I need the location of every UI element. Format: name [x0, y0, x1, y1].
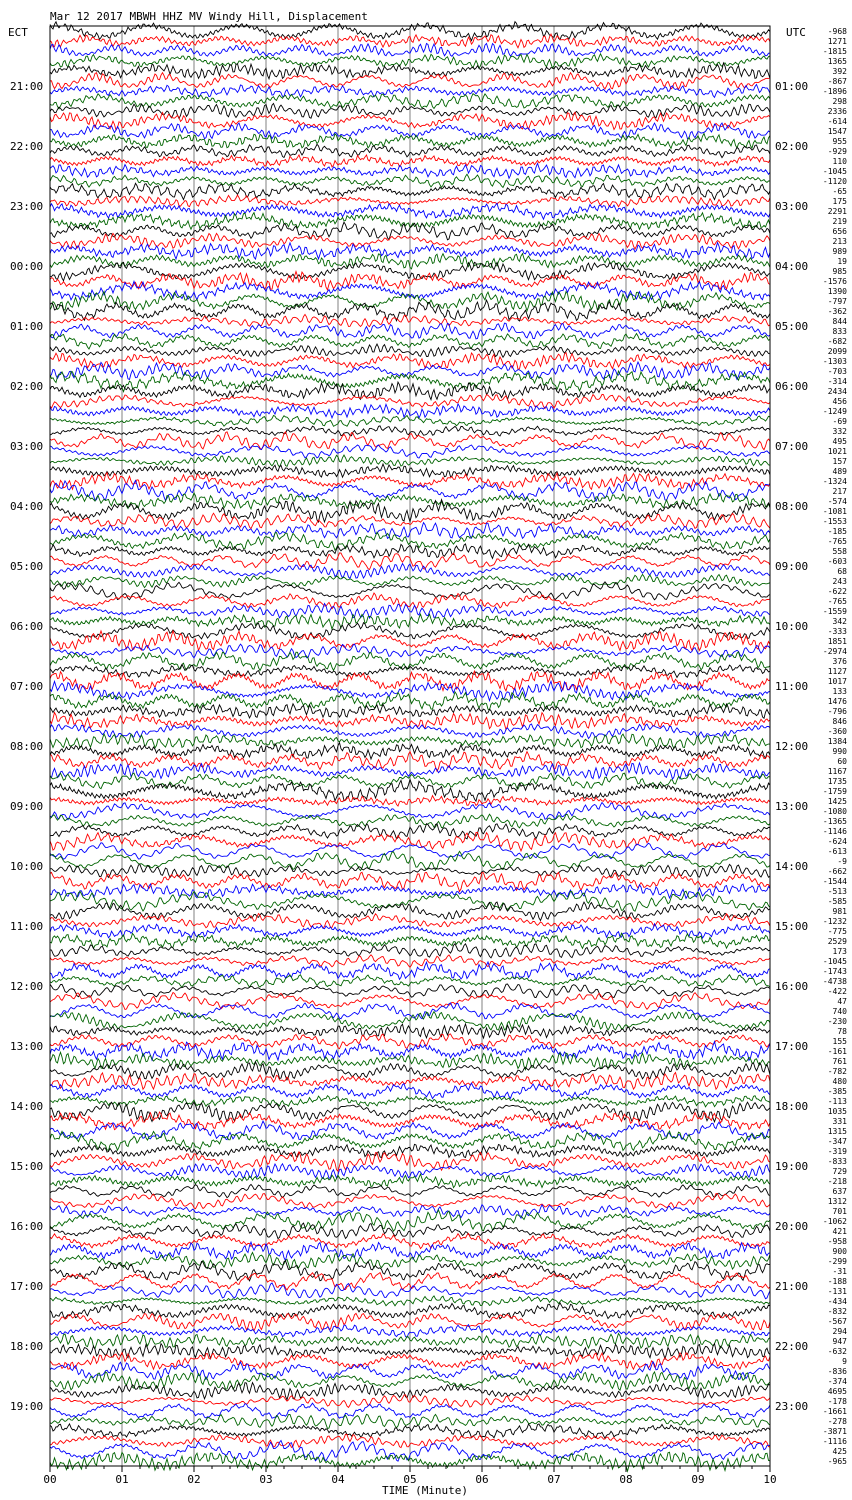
row-offset-value: 2434: [827, 387, 847, 396]
x-tick-label: 05: [403, 1473, 417, 1486]
row-offset-value: -682: [827, 337, 847, 346]
row-offset-value: 637: [832, 1187, 847, 1196]
ect-hour-label: 11:00: [10, 920, 44, 933]
row-offset-value: -1743: [822, 967, 847, 976]
row-offset-value: -624: [827, 837, 847, 846]
row-offset-value: 489: [832, 467, 847, 476]
utc-hour-label: 07:00: [775, 440, 809, 453]
row-offset-value: -218: [827, 1177, 847, 1186]
row-offset-value: 947: [832, 1337, 847, 1346]
row-offset-value: 656: [832, 227, 847, 236]
row-offset-value: 78: [837, 1027, 847, 1036]
ect-hour-label: 19:00: [10, 1400, 44, 1413]
row-offset-value: -65: [832, 187, 847, 196]
row-offset-value: -1544: [822, 877, 847, 886]
chart-title: Mar 12 2017 MBWH HHZ MV Windy Hill, Displacement: [50, 10, 368, 23]
row-offset-value: 900: [832, 1247, 847, 1256]
row-offset-value: 47: [837, 997, 847, 1006]
row-offset-value: 1425: [827, 797, 847, 806]
row-offset-value: 421: [832, 1227, 847, 1236]
ect-hour-label: 04:00: [10, 500, 44, 513]
row-offset-value: 1384: [827, 737, 847, 746]
row-offset-value: -185: [827, 527, 847, 536]
x-tick-label: 01: [115, 1473, 129, 1486]
row-offset-value: 1547: [827, 127, 847, 136]
row-offset-value: -434: [827, 1297, 847, 1306]
row-offset-value: 110: [832, 157, 847, 166]
row-offset-value: 985: [832, 267, 847, 276]
row-offset-value: -1045: [822, 957, 847, 966]
ect-hour-label: 15:00: [10, 1160, 44, 1173]
row-offset-value: -278: [827, 1417, 847, 1426]
utc-hour-label: 04:00: [775, 260, 809, 273]
row-offset-value: 558: [832, 547, 847, 556]
ect-hour-label: 08:00: [10, 740, 44, 753]
utc-hour-label: 20:00: [775, 1220, 809, 1233]
row-offset-value: -1576: [822, 277, 847, 286]
row-offset-value: 729: [832, 1167, 847, 1176]
row-offset-value: 298: [832, 97, 847, 106]
row-offset-value: 2529: [827, 937, 847, 946]
utc-hour-label: 19:00: [775, 1160, 809, 1173]
row-offset-value: -832: [827, 1307, 847, 1316]
row-offset-value: -333: [827, 627, 847, 636]
row-offset-value: -836: [827, 1367, 847, 1376]
ect-hour-label: 09:00: [10, 800, 44, 813]
utc-hour-labels: [775, 80, 808, 1413]
utc-hour-label: 21:00: [775, 1280, 809, 1293]
row-offset-value: -230: [827, 1017, 847, 1026]
row-offset-value: -9: [837, 857, 847, 866]
row-offset-value: -1661: [822, 1407, 847, 1416]
row-offset-value: 157: [832, 457, 847, 466]
row-offset-value: -299: [827, 1257, 847, 1266]
row-offset-value: -622: [827, 587, 847, 596]
x-tick-label: 09: [691, 1473, 705, 1486]
ect-hour-label: 12:00: [10, 980, 44, 993]
row-offset-value: -319: [827, 1147, 847, 1156]
row-offset-value: 2099: [827, 347, 847, 356]
right-timezone-label: UTC: [786, 26, 806, 39]
ect-hour-label: 14:00: [10, 1100, 44, 1113]
row-offset-value: -374: [827, 1377, 847, 1386]
utc-hour-label: 18:00: [775, 1100, 809, 1113]
ect-hour-label: 16:00: [10, 1220, 44, 1233]
ect-hour-label: 00:00: [10, 260, 44, 273]
row-offset-value: 376: [832, 657, 847, 666]
row-offset-value: -613: [827, 847, 847, 856]
row-offset-value: -113: [827, 1097, 847, 1106]
row-offset-value: 1271: [827, 37, 847, 46]
row-offset-value: -867: [827, 77, 847, 86]
row-offset-value: 844: [832, 317, 847, 326]
row-offset-value: -2974: [822, 647, 847, 656]
row-offset-value: -422: [827, 987, 847, 996]
ect-hour-label: 17:00: [10, 1280, 44, 1293]
ect-hour-label: 13:00: [10, 1040, 44, 1053]
row-offset-value: -632: [827, 1347, 847, 1356]
row-offset-value: 1167: [827, 767, 847, 776]
ect-hour-label: 23:00: [10, 200, 44, 213]
row-offset-value: -585: [827, 897, 847, 906]
row-offset-value: 175: [832, 197, 847, 206]
utc-hour-label: 11:00: [775, 680, 809, 693]
utc-hour-label: 09:00: [775, 560, 809, 573]
ect-hour-label: 02:00: [10, 380, 44, 393]
row-offset-value: -1232: [822, 917, 847, 926]
row-offset-value: -765: [827, 597, 847, 606]
row-offset-value: -1081: [822, 507, 847, 516]
row-offset-value: -1553: [822, 517, 847, 526]
row-offset-value: -1146: [822, 827, 847, 836]
row-offset-value: -929: [827, 147, 847, 156]
row-offset-value: -703: [827, 367, 847, 376]
row-offset-value: -796: [827, 707, 847, 716]
row-offset-value: -775: [827, 927, 847, 936]
row-offset-value: -161: [827, 1047, 847, 1056]
utc-hour-label: 23:00: [775, 1400, 809, 1413]
row-offset-value: 60: [837, 757, 847, 766]
row-offset-value: 480: [832, 1077, 847, 1086]
x-tick-label: 08: [619, 1473, 633, 1486]
row-offset-value: -1303: [822, 357, 847, 366]
row-offset-value: -965: [827, 1457, 847, 1466]
row-offset-value: -614: [827, 117, 847, 126]
row-offset-value: -574: [827, 497, 847, 506]
utc-hour-label: 02:00: [775, 140, 809, 153]
row-offset-value: 1390: [827, 287, 847, 296]
row-offset-value: -958: [827, 1237, 847, 1246]
row-offset-value: 1021: [827, 447, 847, 456]
row-offset-value: 833: [832, 327, 847, 336]
x-tick-label: 00: [43, 1473, 57, 1486]
row-offset-value: -662: [827, 867, 847, 876]
row-offset-value: -385: [827, 1087, 847, 1096]
x-tick-label: 10: [763, 1473, 777, 1486]
ect-hour-label: 03:00: [10, 440, 44, 453]
row-offset-value: 456: [832, 397, 847, 406]
x-axis-label: TIME (Minute): [381, 1484, 469, 1497]
utc-hour-label: 10:00: [775, 620, 809, 633]
x-axis-ticks: [50, 1466, 770, 1472]
row-offset-value: -1815: [822, 47, 847, 56]
row-offset-value: 342: [832, 617, 847, 626]
row-offset-value: 173: [832, 947, 847, 956]
row-offset-value: -1045: [822, 167, 847, 176]
row-offset-value: -31: [832, 1267, 847, 1276]
x-tick-label: 07: [547, 1473, 561, 1486]
x-tick-label: 04: [331, 1473, 345, 1486]
row-offset-value: 1365: [827, 57, 847, 66]
row-offset-value: 989: [832, 247, 847, 256]
row-offset-value: -360: [827, 727, 847, 736]
row-offset-value: 68: [837, 567, 847, 576]
row-offset-value: -188: [827, 1277, 847, 1286]
row-offset-value: -1062: [822, 1217, 847, 1226]
utc-hour-label: 15:00: [775, 920, 809, 933]
ect-hour-label: 06:00: [10, 620, 44, 633]
row-offset-value: -833: [827, 1157, 847, 1166]
row-offset-value: -178: [827, 1397, 847, 1406]
ect-hour-label: 01:00: [10, 320, 44, 333]
x-tick-label: 03: [259, 1473, 273, 1486]
row-offset-value: 761: [832, 1057, 847, 1066]
row-offset-value: -1116: [822, 1437, 847, 1446]
row-offset-value: -362: [827, 307, 847, 316]
row-offset-value: -69: [832, 417, 847, 426]
ect-hour-label: 21:00: [10, 80, 44, 93]
row-offset-value: 981: [832, 907, 847, 916]
row-offset-value: -797: [827, 297, 847, 306]
row-offset-value: -3871: [822, 1427, 847, 1436]
row-offset-labels: [823, 27, 847, 1466]
ect-hour-label: 22:00: [10, 140, 44, 153]
row-offset-value: 1315: [827, 1127, 847, 1136]
row-offset-value: 2336: [827, 107, 847, 116]
row-offset-value: -513: [827, 887, 847, 896]
ect-hour-labels: [10, 80, 43, 1413]
left-timezone-label: ECT: [8, 26, 28, 39]
row-offset-value: -968: [827, 27, 847, 36]
row-offset-value: 1127: [827, 667, 847, 676]
ect-hour-label: 07:00: [10, 680, 44, 693]
row-offset-value: 294: [832, 1327, 847, 1336]
row-offset-value: -782: [827, 1067, 847, 1076]
row-offset-value: 495: [832, 437, 847, 446]
row-offset-value: 990: [832, 747, 847, 756]
utc-hour-label: 05:00: [775, 320, 809, 333]
row-offset-value: 133: [832, 687, 847, 696]
x-tick-label: 06: [475, 1473, 489, 1486]
row-offset-value: 425: [832, 1447, 847, 1456]
ect-hour-label: 18:00: [10, 1340, 44, 1353]
x-tick-label: 02: [187, 1473, 201, 1486]
row-offset-value: 846: [832, 717, 847, 726]
utc-hour-label: 03:00: [775, 200, 809, 213]
row-offset-value: -314: [827, 377, 847, 386]
row-offset-value: -603: [827, 557, 847, 566]
row-offset-value: 243: [832, 577, 847, 586]
row-offset-value: -1365: [822, 817, 847, 826]
utc-hour-label: 08:00: [775, 500, 809, 513]
row-offset-value: 332: [832, 427, 847, 436]
row-offset-value: 331: [832, 1117, 847, 1126]
row-offset-value: 9: [842, 1357, 847, 1366]
row-offset-value: 1017: [827, 677, 847, 686]
row-offset-value: -567: [827, 1317, 847, 1326]
ect-hour-label: 05:00: [10, 560, 44, 573]
utc-hour-label: 06:00: [775, 380, 809, 393]
row-offset-value: -1759: [822, 787, 847, 796]
row-offset-value: -347: [827, 1137, 847, 1146]
row-offset-value: -4738: [822, 977, 847, 986]
utc-hour-label: 14:00: [775, 860, 809, 873]
ect-hour-label: 10:00: [10, 860, 44, 873]
row-offset-value: 217: [832, 487, 847, 496]
utc-hour-label: 17:00: [775, 1040, 809, 1053]
row-offset-value: -131: [827, 1287, 847, 1296]
row-offset-value: 1735: [827, 777, 847, 786]
row-offset-value: -1249: [822, 407, 847, 416]
row-offset-value: -765: [827, 537, 847, 546]
row-offset-value: 1851: [827, 637, 847, 646]
row-offset-value: 1035: [827, 1107, 847, 1116]
row-offset-value: 740: [832, 1007, 847, 1016]
row-offset-value: -1324: [822, 477, 847, 486]
row-offset-value: -1120: [822, 177, 847, 186]
row-offset-value: 392: [832, 67, 847, 76]
row-offset-value: -1559: [822, 607, 847, 616]
row-offset-value: 701: [832, 1207, 847, 1216]
row-offset-value: 155: [832, 1037, 847, 1046]
row-offset-value: 955: [832, 137, 847, 146]
row-offset-value: 1312: [827, 1197, 847, 1206]
utc-hour-label: 01:00: [775, 80, 809, 93]
row-offset-value: 213: [832, 237, 847, 246]
row-offset-value: 2291: [827, 207, 847, 216]
utc-hour-label: 12:00: [775, 740, 809, 753]
row-offset-value: 4695: [827, 1387, 847, 1396]
row-offset-value: 1476: [827, 697, 847, 706]
row-offset-value: -1080: [822, 807, 847, 816]
utc-hour-label: 13:00: [775, 800, 809, 813]
row-offset-value: -1896: [822, 87, 847, 96]
utc-hour-label: 22:00: [775, 1340, 809, 1353]
utc-hour-label: 16:00: [775, 980, 809, 993]
row-offset-value: 219: [832, 217, 847, 226]
row-offset-value: 19: [837, 257, 847, 266]
